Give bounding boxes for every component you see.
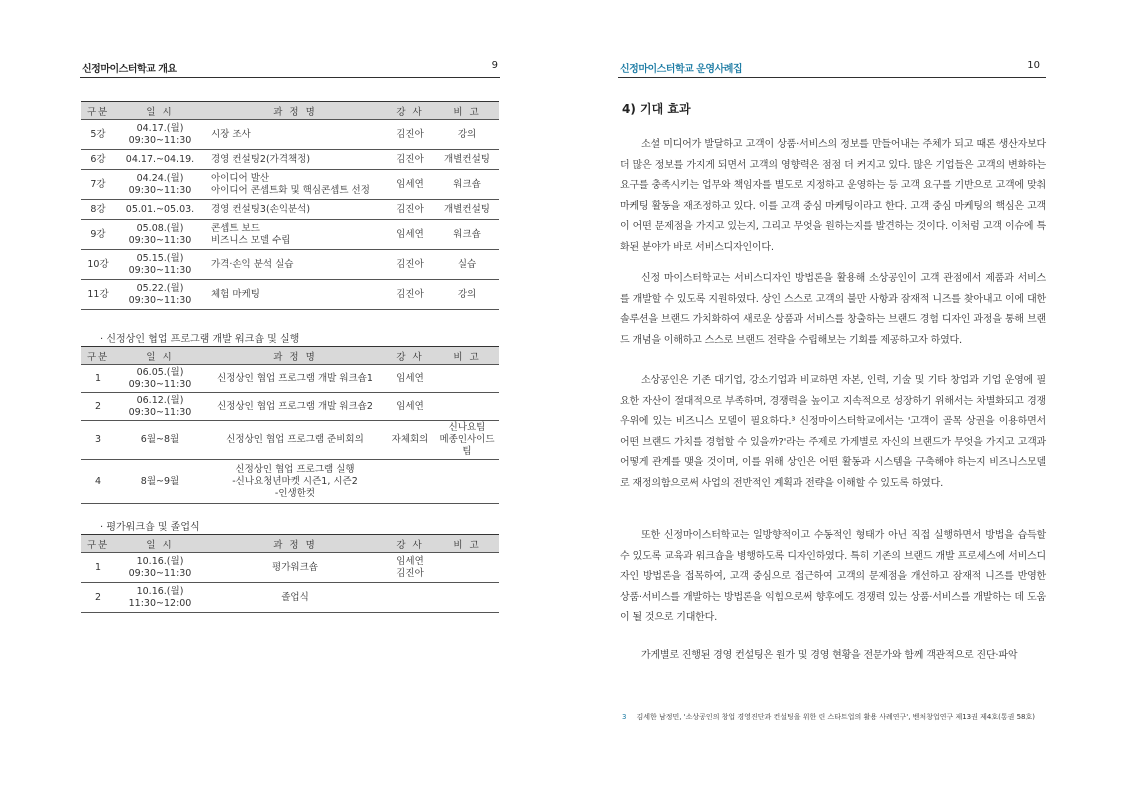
cell-course: 아이디어 발산 아이디어 콘셉트화 및 핵심콘셉트 선정 — [205, 170, 385, 200]
cell-division: 2 — [81, 393, 115, 421]
left-page-number: 9 — [491, 60, 498, 71]
cell-date: 06.05.(월) 09:30~11:30 — [115, 365, 205, 393]
col-header-division: 구분 — [81, 102, 115, 120]
cell-division: 11강 — [81, 280, 115, 310]
cell-division: 5강 — [81, 120, 115, 150]
cell-course: 경영 컨설팅3(손익분석) — [205, 200, 385, 220]
table-row — [81, 365, 499, 393]
left-header-rule — [80, 77, 500, 78]
footnote-text: 김세한 남정민, '소상공인의 창업 경영진단과 컨설팅을 위한 린 스타트업의 활용 사례연구', 벤처창업연구 제13권 제4호(통권 58호) — [636, 713, 1035, 721]
cell-division: 7강 — [81, 170, 115, 200]
col-header-course: 과 정 명 — [205, 535, 385, 553]
cell-instructor: 임세연 — [385, 170, 435, 200]
cell-date: 04.17.(월) 09:30~11:30 — [115, 120, 205, 150]
left-header-title: 신정마이스터학교 개요 — [82, 64, 177, 75]
cell-note: 실습 — [435, 250, 499, 280]
col-header-instructor: 강 사 — [385, 347, 435, 365]
cell-date: 8월~9월 — [115, 460, 205, 504]
right-page — [560, 0, 1121, 793]
cell-date: 05.15.(월) 09:30~11:30 — [115, 250, 205, 280]
cell-date: 05.01.~05.03. — [115, 200, 205, 220]
cell-course: 평가워크숍 — [205, 553, 385, 583]
section-title: 4) 기대 효과 — [622, 102, 691, 116]
cell-division: 6강 — [81, 150, 115, 170]
col-header-note: 비 고 — [435, 535, 499, 553]
col-header-note: 비 고 — [435, 347, 499, 365]
table-row — [81, 120, 499, 150]
col-header-date: 일 시 — [115, 102, 205, 120]
col-header-date: 일 시 — [115, 535, 205, 553]
cell-division: 9강 — [81, 220, 115, 250]
cell-instructor: 임세연 김진아 — [385, 553, 435, 583]
cell-instructor: 김진아 — [385, 250, 435, 280]
cell-instructor: 자체회의 — [385, 421, 435, 460]
table-header-row — [81, 102, 499, 120]
cell-division: 4 — [81, 460, 115, 504]
cell-instructor: 김진아 — [385, 280, 435, 310]
table-row — [81, 393, 499, 421]
cell-instructor — [385, 583, 435, 613]
table-row — [81, 553, 499, 583]
paragraph: 소셜 미디어가 발달하고 고객이 상품·서비스의 정보를 만들어내는 주체가 되고 때론 생산자보다 더 많은 정보를 가지게 되면서 고객의 영향력은 점점 더 커지고 있다. 많은 기업들은 고객의 변화하는 요구를 충족시키는 업무와 책임자를 별도로 지정하고 운영하는 등 고객 요구를 기반으로 고객에 맞춰 마케팅 활동을 재조정하고 있다. 이를 고객 중심 마케팅이라고 한다. 고객 중심 마케팅의 핵심은 고객이 어떤 문제점을 가지고 있는지, 그리고 무엇을 원하는지를 발견하는 것이다. 이처럼 고객 이슈에 특화된 분야가 바로 서비스디자인이다. — [620, 139, 1046, 253]
cell-instructor: 김진아 — [385, 120, 435, 150]
schedule-table-evaluation — [81, 534, 499, 613]
cell-note — [435, 460, 499, 504]
cell-division: 3 — [81, 421, 115, 460]
cell-date: 04.17.~04.19. — [115, 150, 205, 170]
table-header-row — [81, 347, 499, 365]
right-header-title: 신정마이스터학교 운영사례집 — [620, 64, 743, 75]
col-header-course: 과 정 명 — [205, 102, 385, 120]
col-header-instructor: 강 사 — [385, 102, 435, 120]
col-header-instructor: 강 사 — [385, 535, 435, 553]
right-running-head — [620, 60, 1040, 76]
cell-note: 개별컨설팅 — [435, 150, 499, 170]
cell-note: 신나요팀 메종인사이드팀 — [435, 421, 499, 460]
cell-note: 강의 — [435, 120, 499, 150]
right-header-rule — [618, 77, 1046, 78]
cell-course: 가격·손익 분석 실습 — [205, 250, 385, 280]
table-row — [81, 170, 499, 200]
cell-date: 06.12.(월) 09:30~11:30 — [115, 393, 205, 421]
cell-course: 체험 마케팅 — [205, 280, 385, 310]
cell-course: 콘셉트 보드 비즈니스 모델 수립 — [205, 220, 385, 250]
schedule-table-lectures — [81, 101, 499, 310]
cell-course: 신정상인 협업 프로그램 개발 워크숍2 — [205, 393, 385, 421]
cell-note — [435, 553, 499, 583]
table-row — [81, 220, 499, 250]
table-row — [81, 583, 499, 613]
col-header-date: 일 시 — [115, 347, 205, 365]
schedule-table-workshop — [81, 346, 499, 504]
cell-division: 2 — [81, 583, 115, 613]
cell-course: 신정상인 협업 프로그램 준비회의 — [205, 421, 385, 460]
section-label-evaluation: · 평가워크숍 및 졸업식 — [100, 522, 200, 533]
paragraph: 소상공인은 기존 대기업, 강소기업과 비교하면 자본, 인력, 기술 및 기타 창업과 기업 운영에 필요한 자산이 절대적으로 부족하며, 경쟁력을 높이고 지속적으로 성장하기 위해서는 차별화되고 경쟁 우위에 있는 비즈니스 모델이 필요하다.³ 신정마이스터학교에서는 '고객이 골목 상권을 이용하면서 어떤 브랜드 가치를 경험할 수 있을까?'라는 주제로 가게별로 자신의 브랜드가 무엇을 가지고 고객과 어떻게 관계를 맺을 것이며, 이를 위해 상인은 어떤 활동과 시스템을 구축해야 하는지 비즈니스모델로 재정의함으로써 사업의 전반적인 계획과 전략을 이해할 수 있도록 하였다. — [620, 375, 1046, 489]
cell-date: 6월~8월 — [115, 421, 205, 460]
paragraph: 또한 신정마이스터학교는 일방향적이고 수동적인 형태가 아닌 직접 실행하면서 방법을 습득할 수 있도록 교육과 워크숍을 병행하도록 디자인하였다. 특히 기존의 브랜드 개발 프로세스에 서비스디자인 방법론을 접목하여, 고객 중심으로 접근하여 고객의 문제점을 개선하고 잠재적 니즈를 반영한 상품·서비스를 개발하는 방법론을 익힘으로써 향후에도 경쟁력 있는 상품·서비스를 개발하는 데 도움이 될 것으로 기대한다. — [620, 530, 1046, 623]
table-row — [81, 421, 499, 460]
footnote-number: 3 — [622, 713, 627, 721]
footnote — [622, 712, 1062, 722]
cell-division: 1 — [81, 553, 115, 583]
cell-division: 1 — [81, 365, 115, 393]
cell-date: 05.08.(월) 09:30~11:30 — [115, 220, 205, 250]
cell-instructor: 김진아 — [385, 200, 435, 220]
paragraph: 신정 마이스터학교는 서비스디자인 방법론을 활용해 소상공인이 고객 관점에서 제품과 서비스를 개발할 수 있도록 지원하였다. 상인 스스로 고객의 불만 사항과 잠재적 니즈를 찾아내고 이에 대한 솔루션을 브랜드 가치화하여 새로운 상품과 서비스를 창출하는 브랜드 경험 디자인 과정을 통해 브랜드 개념을 이해하고 스스로 브랜드 전략을 수립해보는 기회를 제공하고자 하였다. — [620, 273, 1046, 346]
cell-note: 개별컨설팅 — [435, 200, 499, 220]
cell-date: 10.16.(월) 11:30~12:00 — [115, 583, 205, 613]
section-label-workshop: · 신정상인 협업 프로그램 개발 워크숍 및 실행 — [100, 334, 300, 345]
cell-course: 시장 조사 — [205, 120, 385, 150]
right-page-number: 10 — [1027, 60, 1040, 71]
cell-note — [435, 393, 499, 421]
table-row — [81, 280, 499, 310]
cell-instructor: 임세연 — [385, 365, 435, 393]
cell-note — [435, 583, 499, 613]
col-header-course: 과 정 명 — [205, 347, 385, 365]
paragraph: 가게별로 진행된 경영 컨설팅은 원가 및 경영 현황을 전문가와 함께 객관적으로 진단·파악 — [641, 650, 1018, 661]
table-row — [81, 250, 499, 280]
cell-division: 10강 — [81, 250, 115, 280]
table-row — [81, 200, 499, 220]
cell-date: 05.22.(월) 09:30~11:30 — [115, 280, 205, 310]
left-running-head — [82, 60, 498, 76]
col-header-division: 구분 — [81, 347, 115, 365]
table-row — [81, 150, 499, 170]
col-header-note: 비 고 — [435, 102, 499, 120]
cell-date: 04.24.(월) 09:30~11:30 — [115, 170, 205, 200]
cell-instructor: 임세연 — [385, 393, 435, 421]
cell-course: 신정상인 협업 프로그램 개발 워크숍1 — [205, 365, 385, 393]
cell-course: 신정상인 협업 프로그램 실행 -신나요청년마켓 시즌1, 시즌2 -인생한컷 — [205, 460, 385, 504]
cell-instructor: 김진아 — [385, 150, 435, 170]
cell-course: 졸업식 — [205, 583, 385, 613]
cell-division: 8강 — [81, 200, 115, 220]
cell-instructor — [385, 460, 435, 504]
col-header-division: 구분 — [81, 535, 115, 553]
cell-note: 강의 — [435, 280, 499, 310]
cell-note: 워크숍 — [435, 170, 499, 200]
table-row — [81, 460, 499, 504]
cell-note: 워크숍 — [435, 220, 499, 250]
table-header-row — [81, 535, 499, 553]
cell-note — [435, 365, 499, 393]
cell-course: 경영 컨설팅2(가격책정) — [205, 150, 385, 170]
cell-date: 10.16.(월) 09:30~11:30 — [115, 553, 205, 583]
cell-instructor: 임세연 — [385, 220, 435, 250]
